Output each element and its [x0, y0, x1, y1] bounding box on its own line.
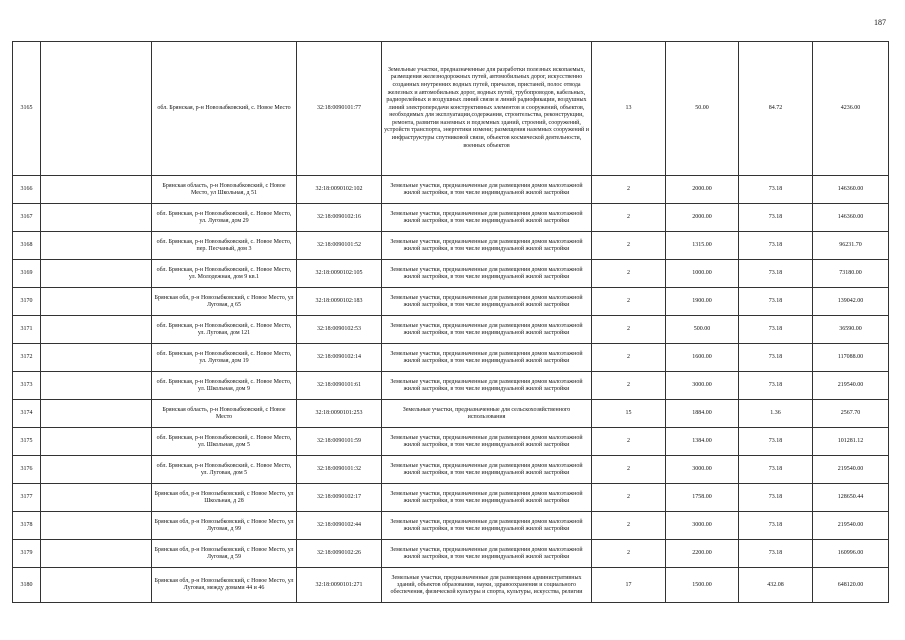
cadastral-value-cell: 96231.70: [813, 232, 889, 260]
row-number-cell: 3168: [13, 232, 41, 260]
area-cell: 3000.00: [666, 456, 739, 484]
permitted-use-cell: Земельные участки, предназначенные для размещения домов малоэтажной жилой застройки, в том числе индивидуальной жилой застройки: [382, 232, 592, 260]
permitted-use-cell: Земельные участки, предназначенные для размещения домов малоэтажной жилой застройки, в том числе индивидуальной жилой застройки: [382, 512, 592, 540]
row-number-cell: 3165: [13, 42, 41, 176]
rate-cell: 73.18: [739, 372, 813, 400]
row-number-cell: 3170: [13, 288, 41, 316]
row-number-cell: 3178: [13, 512, 41, 540]
empty-cell: [41, 260, 152, 288]
zone-cell: 2: [592, 176, 666, 204]
cadastral-number-cell: 32:18:0090101:77: [297, 42, 382, 176]
area-cell: 1758.00: [666, 484, 739, 512]
zone-cell: 2: [592, 484, 666, 512]
table-row: [13, 372, 889, 400]
cadastral-value-cell: 139042.00: [813, 288, 889, 316]
zone-cell: 2: [592, 428, 666, 456]
empty-cell: [41, 344, 152, 372]
cadastral-value-cell: 36590.00: [813, 316, 889, 344]
area-cell: 1500.00: [666, 568, 739, 603]
rate-cell: 73.18: [739, 512, 813, 540]
cadastral-number-cell: 32:18:0090102:105: [297, 260, 382, 288]
permitted-use-cell: Земельные участки, предназначенные для размещения домов малоэтажной жилой застройки, в том числе индивидуальной жилой застройки: [382, 260, 592, 288]
address-cell: обл. Брянская, р-н Новозыбковский, с. Новое Место, ул. Луговая, дом 29: [152, 204, 297, 232]
row-number-cell: 3175: [13, 428, 41, 456]
empty-cell: [41, 232, 152, 260]
cadastral-value-cell: 101281.12: [813, 428, 889, 456]
empty-cell: [41, 484, 152, 512]
rate-cell: 73.18: [739, 428, 813, 456]
permitted-use-cell: Земельные участки, предназначенные для размещения домов малоэтажной жилой застройки, в том числе индивидуальной жилой застройки: [382, 316, 592, 344]
permitted-use-cell: Земельные участки, предназначенные для сельскохозяйственного использования: [382, 400, 592, 428]
cadastral-value-cell: 2567.70: [813, 400, 889, 428]
address-cell: обл. Брянская, р-н Новозыбковский, с. Новое Место, ул. Молодежная, дом 9 кв.1: [152, 260, 297, 288]
cadastral-value-cell: 648120.00: [813, 568, 889, 603]
row-number-cell: 3174: [13, 400, 41, 428]
area-cell: 50.00: [666, 42, 739, 176]
table-row: [13, 512, 889, 540]
cadastral-number-cell: 32:18:0090101:253: [297, 400, 382, 428]
cadastral-value-cell: 219540.00: [813, 512, 889, 540]
cadastral-number-cell: 32:18:0090101:52: [297, 232, 382, 260]
cadastral-value-cell: 73180.00: [813, 260, 889, 288]
area-cell: 3000.00: [666, 512, 739, 540]
cadastral-value-cell: 146360.00: [813, 204, 889, 232]
cadastral-number-cell: 32:18:0090101:59: [297, 428, 382, 456]
zone-cell: 2: [592, 372, 666, 400]
row-number-cell: 3176: [13, 456, 41, 484]
address-cell: обл. Брянская, р-н Новозыбковский, с. Новое Место, пер. Песчаный, дом 3: [152, 232, 297, 260]
cadastral-value-cell: 117088.00: [813, 344, 889, 372]
empty-cell: [41, 512, 152, 540]
row-number-cell: 3180: [13, 568, 41, 603]
cadastral-value-cell: 146360.00: [813, 176, 889, 204]
zone-cell: 13: [592, 42, 666, 176]
cadastral-number-cell: 32:18:0090102:14: [297, 344, 382, 372]
table-row: [13, 260, 889, 288]
table-row: [13, 400, 889, 428]
empty-cell: [41, 540, 152, 568]
area-cell: 2000.00: [666, 176, 739, 204]
cadastral-value-cell: 128650.44: [813, 484, 889, 512]
address-cell: Брянская обл, р-н Новозыбковский, с Новое Место, ул Луговая, между домами 44 и 46: [152, 568, 297, 603]
area-cell: 2200.00: [666, 540, 739, 568]
cadastral-number-cell: 32:18:0090102:17: [297, 484, 382, 512]
rate-cell: 432.08: [739, 568, 813, 603]
empty-cell: [41, 372, 152, 400]
address-cell: обл. Брянская, р-н Новозыбковский, с. Новое Место, ул. Школьная, дом 5: [152, 428, 297, 456]
area-cell: 2000.00: [666, 204, 739, 232]
row-number-cell: 3169: [13, 260, 41, 288]
cadastral-number-cell: 32:18:0090102:26: [297, 540, 382, 568]
permitted-use-cell: Земельные участки, предназначенные для размещения домов малоэтажной жилой застройки, в том числе индивидуальной жилой застройки: [382, 456, 592, 484]
cadastral-number-cell: 32:18:0090102:183: [297, 288, 382, 316]
zone-cell: 2: [592, 512, 666, 540]
cadastral-number-cell: 32:18:0090102:102: [297, 176, 382, 204]
address-cell: Брянская обл, р-н Новозыбковский, с Новое Место, ул Луговая, д 65: [152, 288, 297, 316]
table-row: [13, 288, 889, 316]
area-cell: 1384.00: [666, 428, 739, 456]
zone-cell: 17: [592, 568, 666, 603]
address-cell: Брянская обл, р-н Новозыбковский, с Новое Место, ул Луговая, д 99: [152, 512, 297, 540]
zone-cell: 2: [592, 288, 666, 316]
zone-cell: 2: [592, 260, 666, 288]
zone-cell: 2: [592, 204, 666, 232]
address-cell: обл. Брянская, р-н Новозыбковский, с. Новое Место, ул. Луговая, дом 19: [152, 344, 297, 372]
land-plot-table: [12, 41, 889, 603]
rate-cell: 1.36: [739, 400, 813, 428]
area-cell: 1315.00: [666, 232, 739, 260]
table-row: [13, 316, 889, 344]
address-cell: обл. Брянская, р-н Новозыбковский, с. Новое Место: [152, 42, 297, 176]
cadastral-value-cell: 219540.00: [813, 456, 889, 484]
rate-cell: 73.18: [739, 260, 813, 288]
area-cell: 3000.00: [666, 372, 739, 400]
page-number: 187: [874, 18, 886, 27]
empty-cell: [41, 456, 152, 484]
cadastral-number-cell: 32:18:0090102:44: [297, 512, 382, 540]
address-cell: Брянская обл, р-н Новозыбковский, с Новое Место, ул Луговая, д 59: [152, 540, 297, 568]
permitted-use-cell: Земельные участки, предназначенные для размещения домов малоэтажной жилой застройки, в том числе индивидуальной жилой застройки: [382, 204, 592, 232]
zone-cell: 2: [592, 456, 666, 484]
empty-cell: [41, 428, 152, 456]
rate-cell: 73.18: [739, 344, 813, 372]
table-row: [13, 428, 889, 456]
zone-cell: 2: [592, 232, 666, 260]
row-number-cell: 3172: [13, 344, 41, 372]
row-number-cell: 3166: [13, 176, 41, 204]
rate-cell: 73.18: [739, 288, 813, 316]
permitted-use-cell: Земельные участки, предназначенные для размещения домов малоэтажной жилой застройки, в том числе индивидуальной жилой застройки: [382, 428, 592, 456]
empty-cell: [41, 400, 152, 428]
permitted-use-cell: Земельные участки, предназначенные для размещения домов малоэтажной жилой застройки, в том числе индивидуальной жилой застройки: [382, 176, 592, 204]
row-number-cell: 3167: [13, 204, 41, 232]
area-cell: 500.00: [666, 316, 739, 344]
address-cell: Брянская область, р-н Новозыбковский, с Новое Место: [152, 400, 297, 428]
cadastral-number-cell: 32:18:0090102:53: [297, 316, 382, 344]
permitted-use-cell: Земельные участки, предназначенные для разработки полезных ископаемых, размещения железнодорожных путей, автомобильных дорог, искусственно созданных внутренних водных путей, причалов, пристаней, полос отвода железных и автомобильных дорог, водных путей, трубопроводов, кабельных, радиорелейных и воздушных линий связи и линий радиофикации, воздушных линий электропередачи конструктивных элементов и сооружений, объектов, необходимых для эксплуатации,содержания, строительства, реконструкции, ремонта, развития наземных и подземных зданий, строений, сооружений, устройств транспорта, энергетики измени; размещения наземных сооружений и инфраструктуры спутниковой связи, объектов космической деятельности, военных объектов: [382, 42, 592, 176]
address-cell: обл. Брянская, р-н Новозыбковский, с. Новое Место, ул. Школьная, дом 9: [152, 372, 297, 400]
area-cell: 1000.00: [666, 260, 739, 288]
area-cell: 1900.00: [666, 288, 739, 316]
rate-cell: 73.18: [739, 456, 813, 484]
rate-cell: 73.18: [739, 540, 813, 568]
table-row: [13, 344, 889, 372]
cadastral-number-cell: 32:18:0090101:271: [297, 568, 382, 603]
zone-cell: 2: [592, 344, 666, 372]
permitted-use-cell: Земельные участки, предназначенные для размещения административных зданий, объектов образования, науки, здравоохранения и социального обеспечения, физической культуры и спорта, культуры, искусства, религии: [382, 568, 592, 603]
cadastral-value-cell: 160996.00: [813, 540, 889, 568]
row-number-cell: 3171: [13, 316, 41, 344]
cadastral-value-cell: 4236.00: [813, 42, 889, 176]
rate-cell: 73.18: [739, 484, 813, 512]
cadastral-number-cell: 32:18:0090101:32: [297, 456, 382, 484]
table-row: [13, 456, 889, 484]
row-number-cell: 3177: [13, 484, 41, 512]
table-row: [13, 484, 889, 512]
table-row: [13, 42, 889, 176]
table-row: [13, 232, 889, 260]
address-cell: обл. Брянская, р-н Новозыбковский, с. Новое Место, ул. Луговая, дом 121: [152, 316, 297, 344]
empty-cell: [41, 42, 152, 176]
permitted-use-cell: Земельные участки, предназначенные для размещения домов малоэтажной жилой застройки, в том числе индивидуальной жилой застройки: [382, 372, 592, 400]
rate-cell: 73.18: [739, 316, 813, 344]
zone-cell: 2: [592, 540, 666, 568]
row-number-cell: 3173: [13, 372, 41, 400]
address-cell: Брянская область, р-н Новозыбковский, с Новое Место, ул Школьная, д 51: [152, 176, 297, 204]
table-row: [13, 204, 889, 232]
cadastral-number-cell: 32:18:0090101:61: [297, 372, 382, 400]
rate-cell: 84.72: [739, 42, 813, 176]
rate-cell: 73.18: [739, 204, 813, 232]
table-row: [13, 176, 889, 204]
empty-cell: [41, 316, 152, 344]
zone-cell: 15: [592, 400, 666, 428]
zone-cell: 2: [592, 316, 666, 344]
permitted-use-cell: Земельные участки, предназначенные для размещения домов малоэтажной жилой застройки, в том числе индивидуальной жилой застройки: [382, 484, 592, 512]
table-row: [13, 540, 889, 568]
area-cell: 1600.00: [666, 344, 739, 372]
address-cell: Брянская обл, р-н Новозыбковский, с Новое Место, ул Школьная, д 28: [152, 484, 297, 512]
table-row: [13, 568, 889, 603]
area-cell: 1884.00: [666, 400, 739, 428]
rate-cell: 73.18: [739, 176, 813, 204]
address-cell: обл. Брянская, р-н Новозыбковский, с. Новое Место, ул. Луговая, дом 5: [152, 456, 297, 484]
cadastral-number-cell: 32:18:0090102:16: [297, 204, 382, 232]
table-body: [13, 42, 889, 603]
empty-cell: [41, 176, 152, 204]
empty-cell: [41, 288, 152, 316]
cadastral-value-cell: 219540.00: [813, 372, 889, 400]
permitted-use-cell: Земельные участки, предназначенные для размещения домов малоэтажной жилой застройки, в том числе индивидуальной жилой застройки: [382, 540, 592, 568]
empty-cell: [41, 204, 152, 232]
permitted-use-cell: Земельные участки, предназначенные для размещения домов малоэтажной жилой застройки, в том числе индивидуальной жилой застройки: [382, 288, 592, 316]
empty-cell: [41, 568, 152, 603]
rate-cell: 73.18: [739, 232, 813, 260]
permitted-use-cell: Земельные участки, предназначенные для размещения домов малоэтажной жилой застройки, в том числе индивидуальной жилой застройки: [382, 344, 592, 372]
row-number-cell: 3179: [13, 540, 41, 568]
